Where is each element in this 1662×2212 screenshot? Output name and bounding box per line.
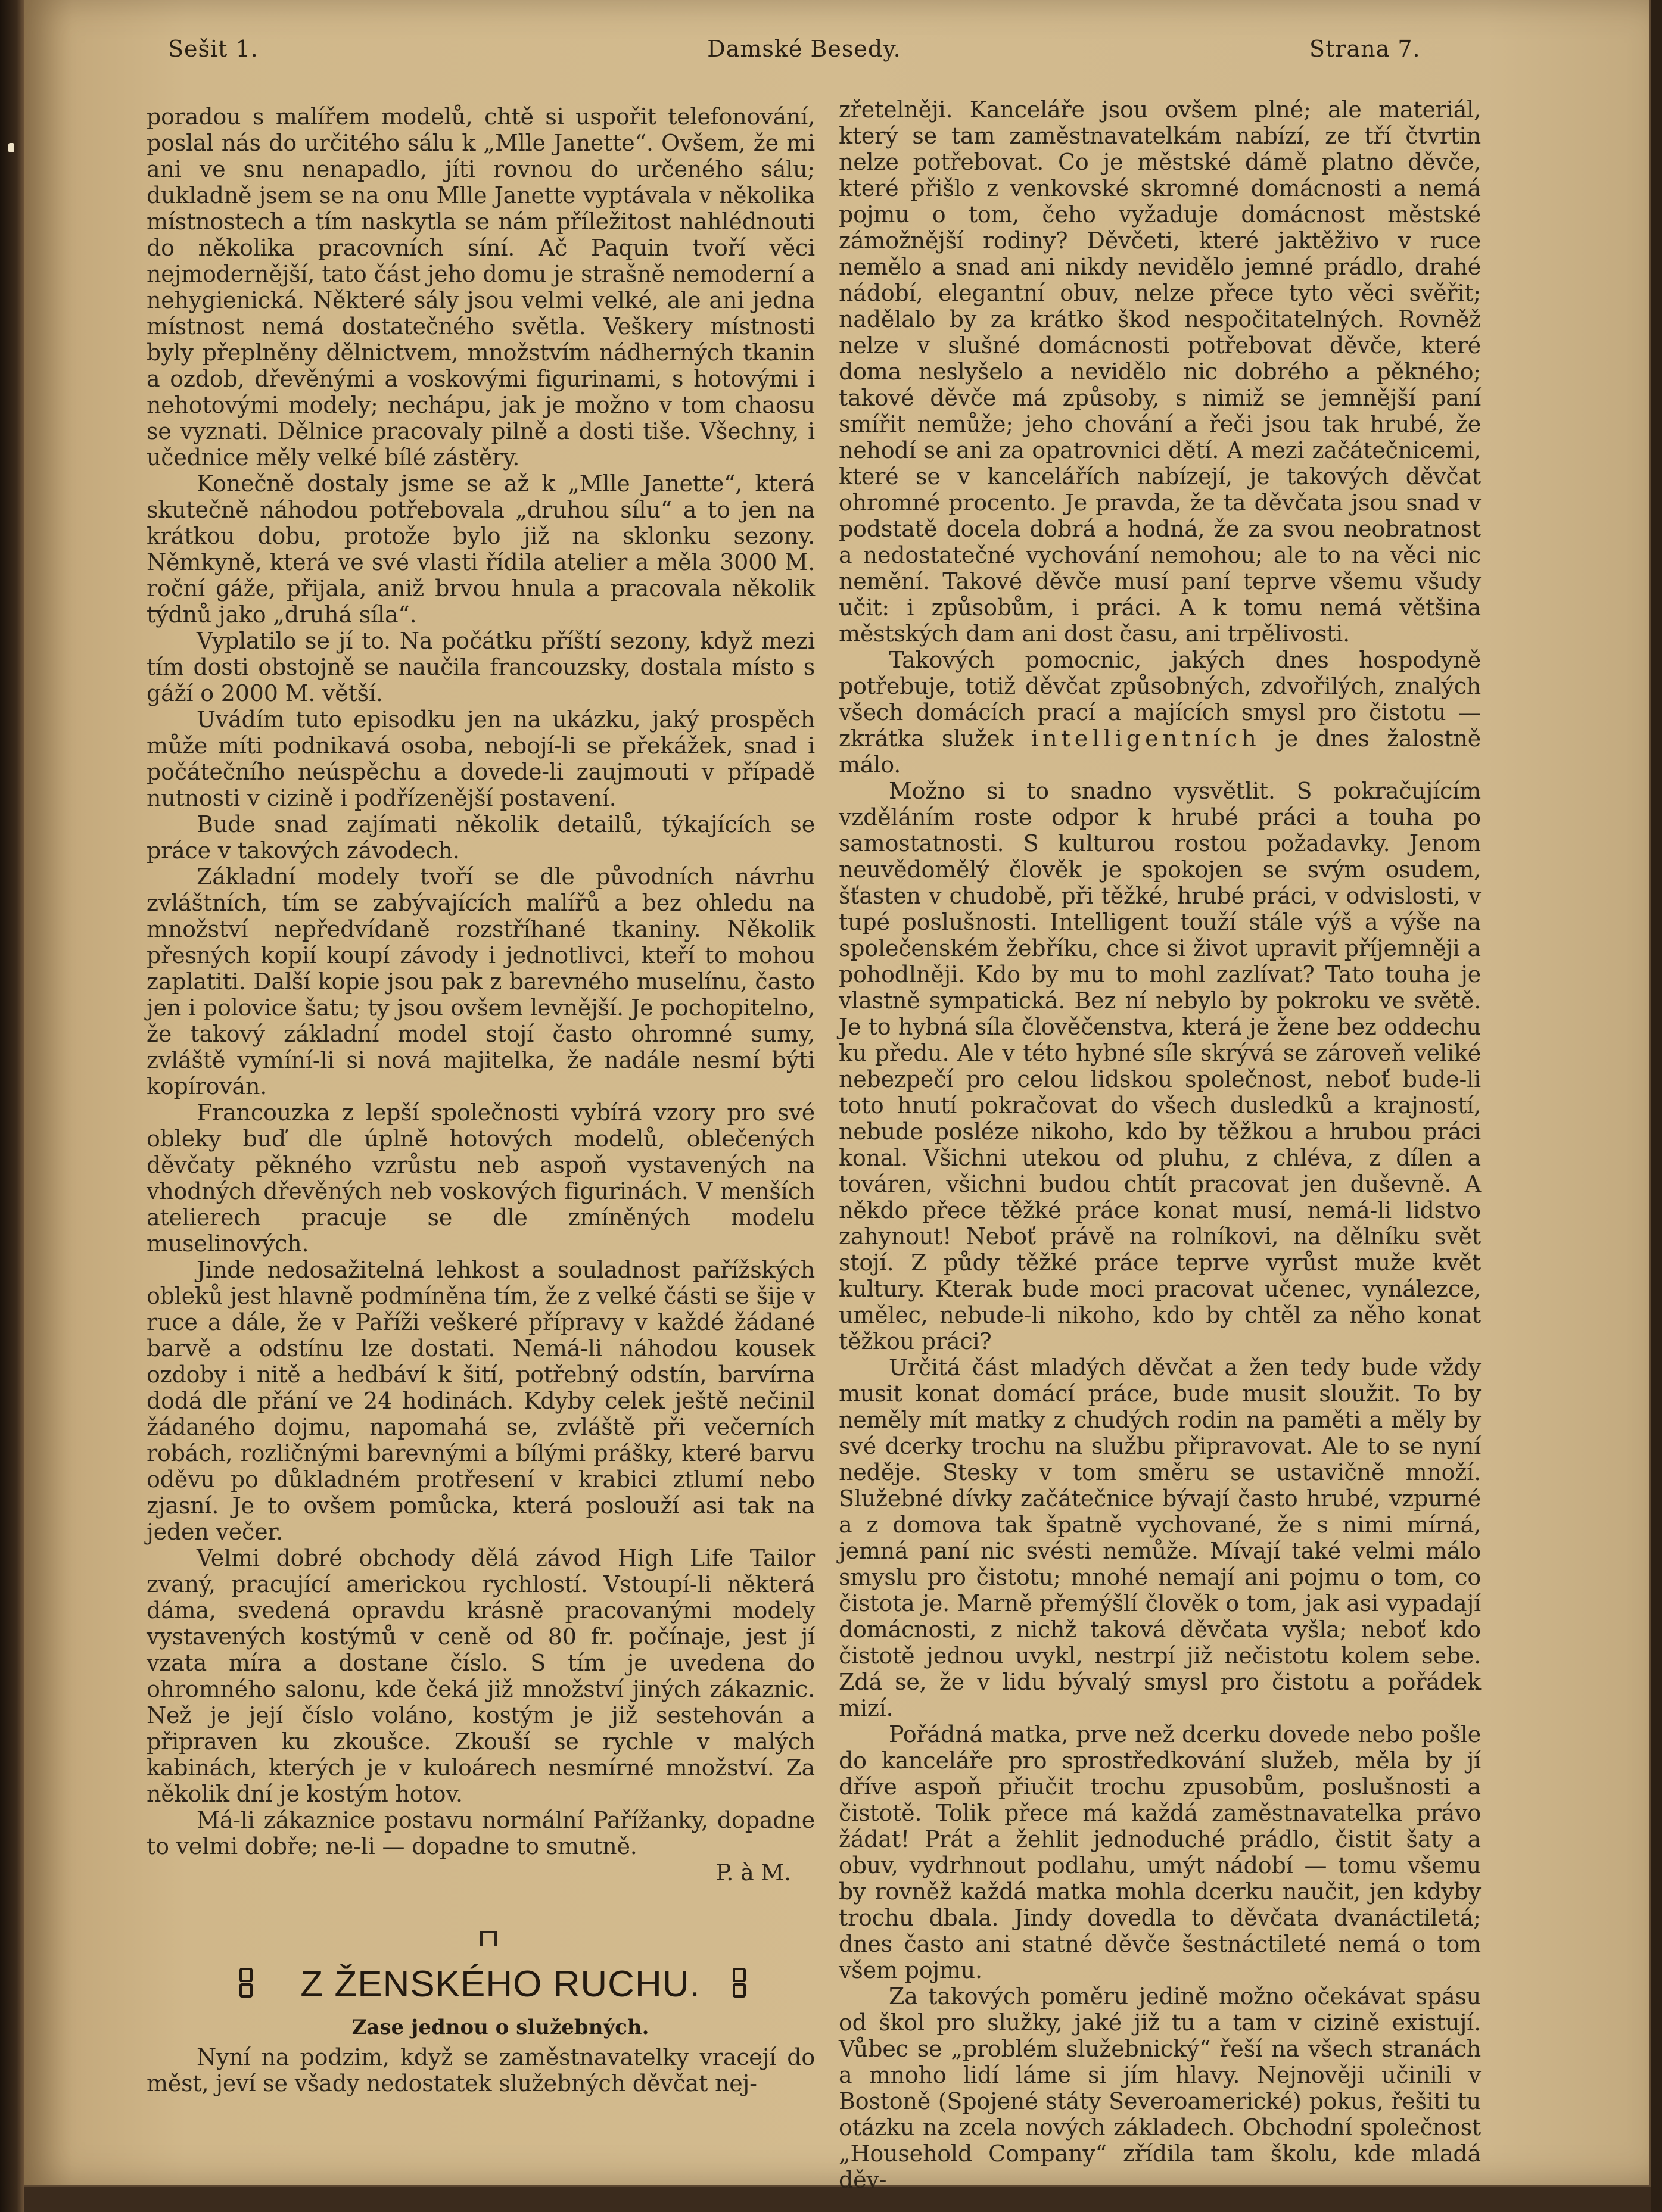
paragraph: Nyní na podzim, když se zaměstnavatelky vracejí do měst, jeví se všady nedostatek služebných děvčat nej- xyxy=(147,2044,815,2096)
paragraph xyxy=(839,647,1481,778)
paragraph: Má-li zákaznice postavu normální Pařížanky, dopadne to velmi dobře; ne-li — dopadne to smutně. xyxy=(147,1807,815,1859)
header-issue: Sešit 1. xyxy=(168,36,259,62)
paragraph: Možno si to snadno vysvětlit. S pokračujícím vzděláním roste odpor k hrubé práci a touha po samostatnosti. S kulturou rostou požadavky. Jenom neuvědomělý člověk je spokojen se svým osudem, šťasten v chudobě, při těžké, hrubé práci, v odvislosti, v tupé poslušnosti. Intelligent touží stále výš a výše na společenském žebříku, chce si život upravit příjemněji a pohodlněji. Kdo by mu to mohl zazlívat? Tato touha je vlastně sympatická. Bez ní nebylo by pokroku ve světě. Je to hybná síla člověčenstva, která je žene bez oddechu ku předu. Ale v této hybné síle skrývá se zároveň veliké nebezpečí pro celou lidskou společnost, neboť bude-li toto hnutí pokračovat do všech dusledků a krajností, nebude posléze nikoho, kdo by těžkou a hrubou práci konal. Všichni utekou od pluhu, z chléva, z dílen a továren, všichni budou chtít pracovat jen duševně. A někdo přece těžké práce konat musí, nemá-li lidstvo zahynout! Neboť právě na rolníkovi, na dělníku svět stojí. Z půdy těžké práce teprve vyrůst muže květ kultury. Kterak bude moci pracovat učenec, vynálezce, umělec, nebude-li nikoho, kdo by chtěl za něho konat těžkou práci? xyxy=(839,778,1481,1354)
header-page-number: Strana 7. xyxy=(1309,36,1421,62)
paragraph: Konečně dostaly jsme se až k „Mlle Janette“, která skutečně náhodou potřebovala „druhou sílu“ a to jen na krátkou dobu, protože bylo již na sklonku sezony. Němkyně, která ve své vlasti řídila atelier a měla 3000 M. roční gáže, přijala, aniž brvou hnula a pracovala několik týdnů jako „druhá síla“. xyxy=(147,471,815,628)
section-subtitle: Zase jednou o služebných. xyxy=(351,2015,649,2039)
ornament-icon xyxy=(480,1931,497,1946)
paragraph: Vyplatilo se jí to. Na počátku příští sezony, když mezi tím dosti obstojně se naučila francouzsky, dostala místo s gáží o 2000 M. větší. xyxy=(147,628,815,706)
binding-mark xyxy=(8,143,14,152)
binding-gutter xyxy=(0,0,24,2212)
author-signature: P. à M. xyxy=(715,1859,791,1886)
page-edge-right xyxy=(1651,0,1662,2212)
section-intro xyxy=(147,2044,815,2096)
paragraph-text: Takových pomocnic, jakých dnes hospodyně potřebuje, totiž děvčat způsobných, zdvořilých, znalých všech domácích prací a majících smysl pro čistotu — zkrátka služek xyxy=(839,647,1481,752)
paragraph: poradou s malířem modelů, chtě si uspořit telefonování, poslal nás do určitého sálu k „Mlle Janette“. Ovšem, že mi ani ve snu nenapadlo, jíti rovnou do určeného sálu; dukladně jsem se na onu Mlle Janette vyptávala v několika místnostech a tím naskytla se nám příležitost nahlédnouti do několika pracovních síní. Ač Paquin tvoří věci nejmodernější, tato část jeho domu je strašně nemoderní a nehygienická. Některé sály jsou velmi velké, ale ani jedna místnost nemá dostatečného světla. Veškery místnosti byly přeplněny dělnictvem, množstvím nádherných tkanin a ozdob, dřevěnými a voskovými figurinami, s hotovými i nehotovými modely; nechápu, jak je možno v tom chaosu se vyznati. Dělnice pracovaly pilně a dosti tiše. Všechny, i učednice měly velké bílé zástěry. xyxy=(147,104,815,471)
section-title-text: Z ŽENSKÉHO RUCHU. xyxy=(300,1964,701,2005)
paragraph: Základní modely tvoří se dle původních návrhu zvláštních, tím se zabývajících malířů a bez ohledu na množství nepředvídaně rozstříhané tkaniny. Několik přesných kopií koupí závody i jednotlivci, kteří to mohou zaplatiti. Další kopie jsou pak z barevného muselínu, často jen i polovice šatu; ty jsou ovšem levnější. Je pochopitelno, že takový základní model stojí často ohromné sumy, zvláště vymíní-li si nová majitelka, že nadále nesmí býti kopírován. xyxy=(147,864,815,1099)
emphasized-word: intelligentních xyxy=(1031,725,1260,752)
paragraph: Pořádná matka, prve než dcerku dovede nebo pošle do kanceláře pro sprostředkování služeb, měla by jí dříve aspoň přiučit trochu zpusobům, poslušnosti a čistotě. Tolik přece má každá zaměstnavatelka právo žádat! Prát a žehlit jednoduché prádlo, čistit šaty a obuv, vydrhnout podlahu, umýt nádobí — tomu všemu by rovněž každá matka mohla dcerku naučit, jen kdyby trochu dbala. Jindy dovedla to děvčata dvanáctiletá; dnes často ani statné děvče šestnáctileté nemá o tom všem pojmu. xyxy=(839,1721,1481,1983)
decorative-glyph-icon xyxy=(732,1968,747,2002)
left-column xyxy=(147,104,815,1886)
decorative-glyph-icon xyxy=(238,1968,254,2002)
paragraph: Za takových poměru jedině možno očekávat spásu od škol pro služky, jaké již tu a tam v cizině existují. Vůbec se „problém služebnický“ řeší na všech stranách a mnoho lidí láme si jím hlavy. Nejnověji učinili v Bostoně (Spojené státy Severoamerické) pokus, řešiti tu otázku na zcela nových základech. Obchodní společnost „Household Company“ zřídila tam školu, kde mladá děv- xyxy=(839,1983,1481,2193)
paragraph: Francouzka z lepší společnosti vybírá vzory pro své obleky buď dle úplně hotových modelů, oblečených děvčaty pěkného vzrůstu neb aspoň vystavených na vhodných dřevěných neb voskových figurinách. V menších atelierech pracuje se dle zmíněných modelu muselinových. xyxy=(147,1099,815,1257)
paragraph: Určitá část mladých děvčat a žen tedy bude vždy musit konat domácí práce, bude musit sloužit. To by neměly mít matky z chudých rodin na paměti a měly by své dcerky trochu na službu připravovat. Ale to se nyní neděje. Stesky v tom směru se ustavičně množí. Služebné dívky začátečnice bývají často hrubé, vzpurné a z domova tak špatně vychované, že s nimi mírná, jemná paní nic svésti nemůže. Mívají také velmi málo smyslu pro čistotu; mnohé nemají ani pojmu o tom, co čistota je. Marně přemýšlí člověk o tom, jak asi vypadají domácnosti, z nichž taková děvčata vyšla; neboť kdo čistotě jednou uvykl, nestrpí již nečistotu kolem sebe. Zdá se, že v lidu bývalý smysl pro čistotu a pořádek mizí. xyxy=(839,1354,1481,1721)
paragraph: Uvádím tuto episodku jen na ukázku, jaký prospěch může míti podnikavá osoba, nebojí-li se překážek, snad i počátečního neúspěchu a dovede-li zaujmouti v případě nutnosti v cizině i podřízenější postavení. xyxy=(147,706,815,811)
paragraph: zřetelněji. Kanceláře jsou ovšem plné; ale materiál, který se tam zaměstnavatelkám nabízí, ze tří čtvrtin nelze potřebovat. Co je městské dámě platno děvče, které přišlo z venkovské skromné domácnosti a nemá pojmu o tom, čeho vyžaduje domácnost městské zámožnější rodiny? Děvčeti, které jaktěživo v ruce nemělo a snad ani nikdy nevidělo jemné prádlo, drahé nádobí, elegantní obuv, nelze přece tyto věci svěřit; nadělalo by za krátko škod nespočitatelných. Rovněž nelze v slušné domácnosti potřebovat děvče, které doma neslyšelo a nevidělo nic dobrého a pěkného; takové děvče má způsoby, s nimiž se jemnější paní smířit nemůže; jeho chování a řeči jsou tak hrubé, že nehodí se ani za opatrovnici dětí. A mezi začátečnicemi, které se v kancelářích nabízejí, je takových děvčat ohromné procento. Je pravda, že ta děvčata jsou snad v podstatě docela dobrá a hodná, že za svou neobratnost a nedostatečné vychování nemohou; ale to na věci nic nemění. Takové děvče musí paní teprve všemu všudy učit: i způsobům, i práci. A k tomu nemá většina městských dam ani dost času, ani trpělivosti. xyxy=(839,96,1481,647)
paragraph: Jinde nedosažitelná lehkost a souladnost pařížských obleků jest hlavně podmíněna tím, že z velké části se šije v ruce a dále, že v Paříži veškeré přípravy v každé žádané barvě a odstínu lze dostati. Nemá-li náhodou kousek ozdoby i nitě a hedbáví k šití, potřebný odstín, barvírna dodá dle přání ve 24 hodinách. Kdyby celek ještě nečinil žádaného dojmu, napomahá se, zvláště při večerních robách, rozličnými barevnými a bílými prášky, které barvu oděvu po důkladném protřesení v krabici ztlumí nebo zjasní. Je to ovšem pomůcka, která poslouží asi tak na jeden večer. xyxy=(147,1257,815,1545)
right-column xyxy=(839,96,1481,2193)
paragraph: Velmi dobré obchody dělá závod High Life Tailor zvaný, pracující americkou rychlostí. Vstoupí-li některá dáma, svedená opravdu krásně pracovanými modely vystavených kostýmů v ceně od 80 fr. počínaje, jest jí vzata míra a dostane číslo. S tím je uvedena do ohromného salonu, kde čeká již množství jiných zákaznic. Než je její číslo voláno, kostým je již sestehován a připraven ku zkoušce. Zkouší se rychle v malých kabinách, kterých je v kuloárech nesmírné množství. Za několik dní je kostým hotov. xyxy=(147,1545,815,1807)
paragraph: Bude snad zajímati několik detailů, týkajících se práce v takových závodech. xyxy=(147,811,815,864)
section-heading xyxy=(232,1963,768,2011)
header-magazine-title: Damské Besedy. xyxy=(707,36,901,62)
paragraph-text: je dnes žalostně málo. xyxy=(839,725,1481,778)
